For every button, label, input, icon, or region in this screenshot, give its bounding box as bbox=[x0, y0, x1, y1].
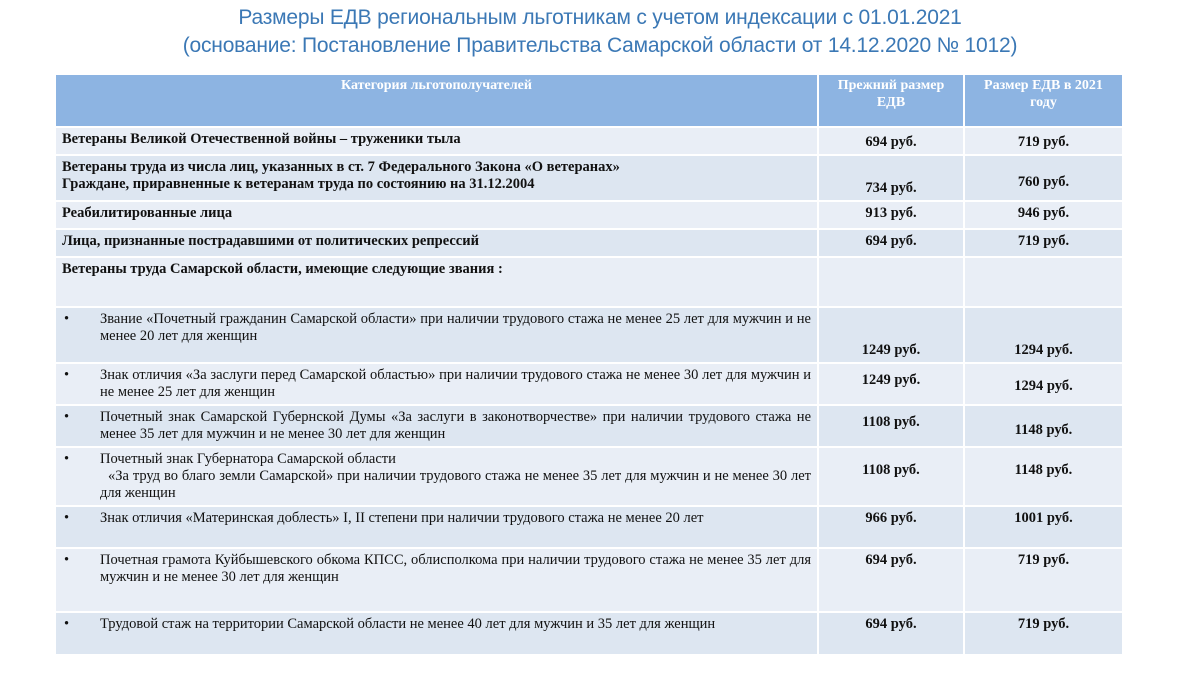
item-new: 1001 руб. bbox=[964, 506, 1123, 548]
list-item bbox=[56, 307, 1123, 363]
item-new: 1294 руб. bbox=[964, 307, 1123, 363]
row-category bbox=[56, 155, 818, 201]
header-new: Размер ЕДВ в 2021 году bbox=[964, 75, 1123, 127]
row-prev: 734 руб. bbox=[818, 155, 964, 201]
row-new: 719 руб. bbox=[964, 229, 1123, 257]
bullet-icon: • bbox=[64, 311, 70, 327]
row-category-line-1: Ветераны труда из числа лиц, указанных в ст. 7 Федерального Закона «О ветеранах» bbox=[62, 159, 620, 175]
row-new: 946 руб. bbox=[964, 201, 1123, 229]
row-category: Реабилитированные лица bbox=[56, 201, 818, 229]
title-line-1: Размеры ЕДВ региональным льготникам с учетом индексации с 01.01.2021 bbox=[238, 6, 962, 29]
item-text-cell bbox=[56, 612, 818, 654]
row-new bbox=[964, 257, 1123, 307]
item-new: 719 руб. bbox=[964, 548, 1123, 612]
list-item bbox=[56, 506, 1123, 548]
benefits-table bbox=[56, 75, 1124, 654]
table-row bbox=[56, 155, 1123, 201]
item-text-cell bbox=[56, 447, 818, 506]
item-prev: 1108 руб. bbox=[818, 447, 964, 506]
item-prev: 1108 руб. bbox=[818, 405, 964, 447]
item-prev: 966 руб. bbox=[818, 506, 964, 548]
item-new: 719 руб. bbox=[964, 612, 1123, 654]
page-title bbox=[0, 4, 1200, 60]
list-item bbox=[56, 405, 1123, 447]
bullet-icon: • bbox=[64, 367, 70, 383]
item-text-cell bbox=[56, 363, 818, 405]
item-text: Звание «Почетный гражданин Самарской области» при наличии трудового стажа не менее 25 лет для мужчин и не менее 20 лет для женщин bbox=[100, 311, 811, 344]
item-new: 1148 руб. bbox=[964, 405, 1123, 447]
table-row bbox=[56, 257, 1123, 307]
row-prev bbox=[818, 257, 964, 307]
item-text: Почетная грамота Куйбышевского обкома КПСС, облисполкома при наличии трудового стажа не менее 35 лет для мужчин и не менее 30 лет для женщин bbox=[100, 552, 811, 585]
row-category: Лица, признанные пострадавшими от политических репрессий bbox=[56, 229, 818, 257]
bullet-icon: • bbox=[64, 510, 70, 526]
item-prev: 1249 руб. bbox=[818, 307, 964, 363]
item-text-cell bbox=[56, 506, 818, 548]
bullet-icon: • bbox=[64, 616, 70, 632]
item-new: 1294 руб. bbox=[964, 363, 1123, 405]
header-category: Категория льготополучателей bbox=[56, 75, 818, 127]
table-header-row bbox=[56, 75, 1123, 127]
item-text: Почетный знак Самарской Губернской Думы «За заслуги в законотворчестве» при наличии трудового стажа не менее 35 лет для мужчин и не менее 30 лет для женщин bbox=[100, 409, 811, 442]
row-prev: 694 руб. bbox=[818, 229, 964, 257]
bullet-icon: • bbox=[64, 409, 70, 425]
bullet-icon: • bbox=[64, 451, 70, 467]
item-text-line-1: Почетный знак Губернатора Самарской области bbox=[100, 451, 396, 467]
item-text-cell bbox=[56, 405, 818, 447]
row-category-line-2: Граждане, приравненные к ветеранам труда по состоянию на 31.12.2004 bbox=[62, 176, 535, 192]
list-item bbox=[56, 363, 1123, 405]
title-line-2: (основание: Постановление Правительства Самарской области от 14.12.2020 № 1012) bbox=[182, 34, 1018, 57]
row-category: Ветераны Великой Отечественной войны – труженики тыла bbox=[56, 127, 818, 155]
list-item bbox=[56, 447, 1123, 506]
item-text-line-2: «За труд во благо земли Самарской» при наличии трудового стажа не менее 35 лет для мужчин и не менее 30 лет для женщин bbox=[100, 468, 811, 501]
row-new: 760 руб. bbox=[964, 155, 1123, 201]
item-text: Знак отличия «Материнская доблесть» I, II степени при наличии трудового стажа не менее 20 лет bbox=[100, 510, 704, 526]
table-row bbox=[56, 201, 1123, 229]
list-item bbox=[56, 612, 1123, 654]
item-text-cell bbox=[56, 307, 818, 363]
row-new: 719 руб. bbox=[964, 127, 1123, 155]
header-prev: Прежний размер ЕДВ bbox=[818, 75, 964, 127]
item-new: 1148 руб. bbox=[964, 447, 1123, 506]
item-text: Трудовой стаж на территории Самарской области не менее 40 лет для мужчин и 35 лет для женщин bbox=[100, 616, 716, 632]
list-item bbox=[56, 548, 1123, 612]
item-text-cell bbox=[56, 548, 818, 612]
table-row bbox=[56, 229, 1123, 257]
row-prev: 913 руб. bbox=[818, 201, 964, 229]
item-prev: 694 руб. bbox=[818, 548, 964, 612]
row-category: Ветераны труда Самарской области, имеющие следующие звания : bbox=[56, 257, 818, 307]
item-prev: 1249 руб. bbox=[818, 363, 964, 405]
row-prev: 694 руб. bbox=[818, 127, 964, 155]
table-row bbox=[56, 127, 1123, 155]
bullet-icon: • bbox=[64, 552, 70, 568]
item-prev: 694 руб. bbox=[818, 612, 964, 654]
item-text: Знак отличия «За заслуги перед Самарской областью» при наличии трудового стажа не менее 30 лет для мужчин и не менее 25 лет для женщин bbox=[100, 367, 811, 400]
